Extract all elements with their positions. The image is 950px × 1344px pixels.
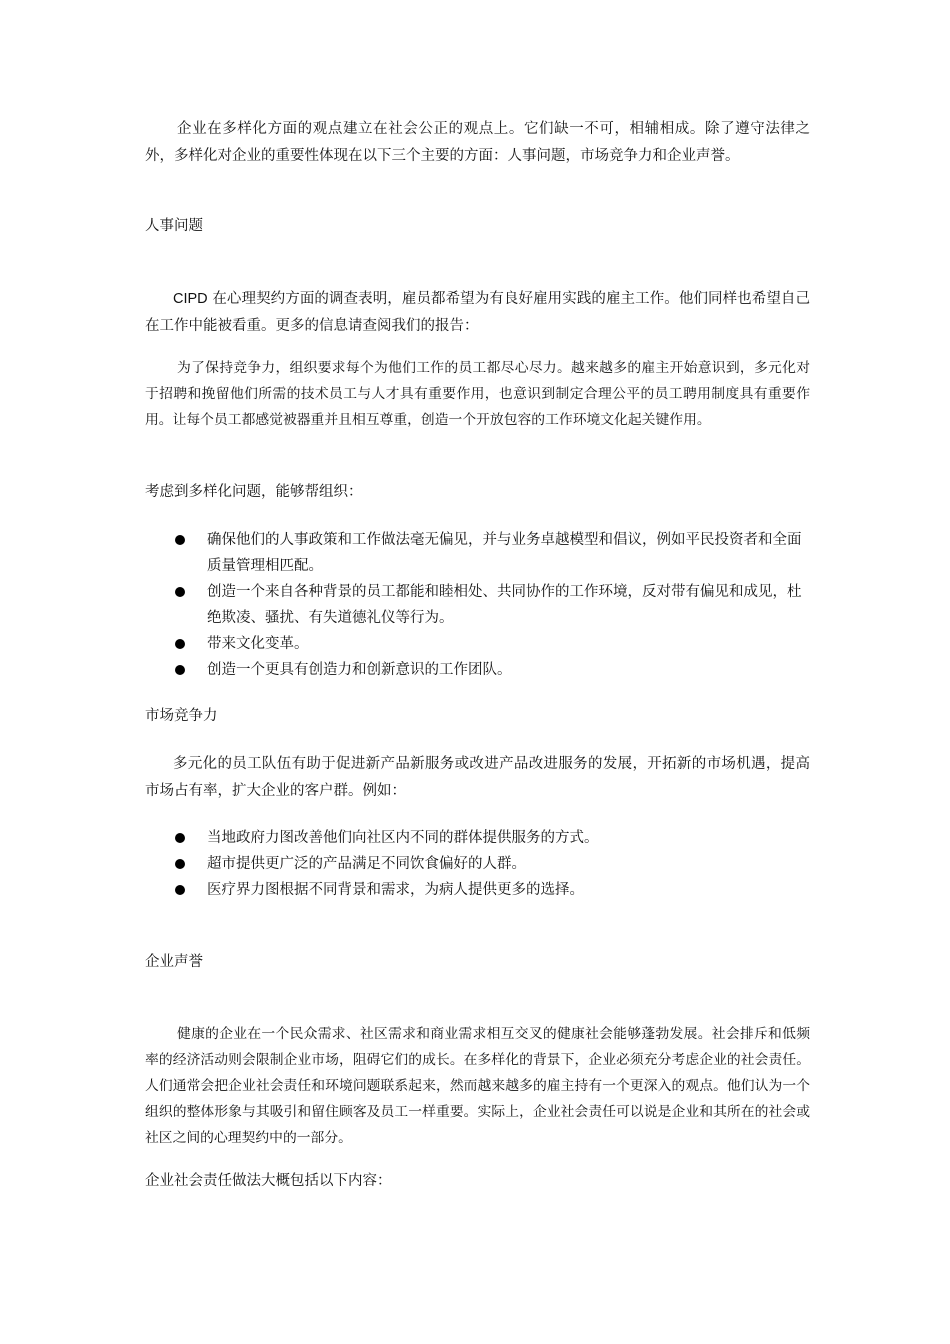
help-intro: 考虑到多样化问题，能够帮组织： bbox=[145, 484, 363, 500]
csr-intro: 企业社会责任做法大概包括以下内容： bbox=[145, 1173, 392, 1189]
section-heading-personnel: 人事问题 bbox=[145, 218, 203, 234]
list-item: 超市提供更广泛的产品满足不同饮食偏好的人群。 bbox=[145, 851, 810, 877]
bullet-icon bbox=[175, 535, 185, 545]
bullet-icon bbox=[175, 885, 185, 895]
cipd-text: 在心理契约方面的调查表明，雇员都希望为有良好雇用实践的雇主工作。他们同样也希望自己在工作中能被看重。更多的信息请查阅我们的报告： bbox=[145, 291, 810, 334]
bullet-icon bbox=[175, 859, 185, 869]
list-item: 带来文化变革。 bbox=[145, 631, 810, 657]
list-item: 医疗界力图根据不同背景和需求，为病人提供更多的选择。 bbox=[145, 877, 810, 903]
list-item: 当地政府力图改善他们向社区内不同的群体提供服务的方式。 bbox=[145, 825, 810, 851]
market-paragraph: 多元化的员工队伍有助于促进新产品新服务或改进产品改进服务的发展，开拓新的市场机遇，提高市场占有率，扩大企业的客户群。例如： bbox=[145, 756, 810, 799]
personnel-benefits-list bbox=[145, 527, 810, 683]
list-item: 确保他们的人事政策和工作做法毫无偏见，并与业务卓越模型和倡议，例如平民投资者和全面质量管理相匹配。 bbox=[145, 527, 810, 579]
bullet-icon bbox=[175, 665, 185, 675]
cipd-acronym: CIPD bbox=[173, 291, 208, 307]
cipd-paragraph bbox=[145, 286, 810, 340]
bullet-icon bbox=[175, 587, 185, 597]
section-heading-market: 市场竞争力 bbox=[145, 708, 218, 724]
section-heading-reputation: 企业声誉 bbox=[145, 954, 203, 970]
market-examples-list bbox=[145, 825, 810, 903]
list-item: 创造一个来自各种背景的员工都能和睦相处、共同协作的工作环境，反对带有偏见和成见，杜绝欺凌、骚扰、有失道德礼仪等行为。 bbox=[145, 579, 810, 631]
bullet-icon bbox=[175, 639, 185, 649]
bullet-icon bbox=[175, 833, 185, 843]
competitiveness-paragraph: 为了保持竞争力，组织要求每个为他们工作的员工都尽心尽力。越来越多的雇主开始意识到，多元化对于招聘和挽留他们所需的技术员工与人才具有重要作用，也意识到制定合理公平的员工聘用制度具有重要作用。让每个员工都感觉被器重并且相互尊重，创造一个开放包容的工作环境文化起关键作用。 bbox=[145, 360, 810, 428]
list-item: 创造一个更具有创造力和创新意识的工作团队。 bbox=[145, 657, 810, 683]
reputation-paragraph: 健康的企业在一个民众需求、社区需求和商业需求相互交叉的健康社会能够蓬勃发展。社会排斥和低频率的经济活动则会限制企业市场，阻碍它们的成长。在多样化的背景下，企业必须充分考虑企业的社会责任。人们通常会把企业社会责任和环境问题联系起来，然而越来越多的雇主持有一个更深入的观点。他们认为一个组织的整体形象与其吸引和留住顾客及员工一样重要。实际上，企业社会责任可以说是企业和其所在的社会或社区之间的心理契约中的一部分。 bbox=[145, 1026, 810, 1146]
intro-paragraph: 企业在多样化方面的观点建立在社会公正的观点上。它们缺一不可，相辅相成。除了遵守法律之外，多样化对企业的重要性体现在以下三个主要的方面：人事问题，市场竞争力和企业声誉。 bbox=[145, 121, 810, 164]
